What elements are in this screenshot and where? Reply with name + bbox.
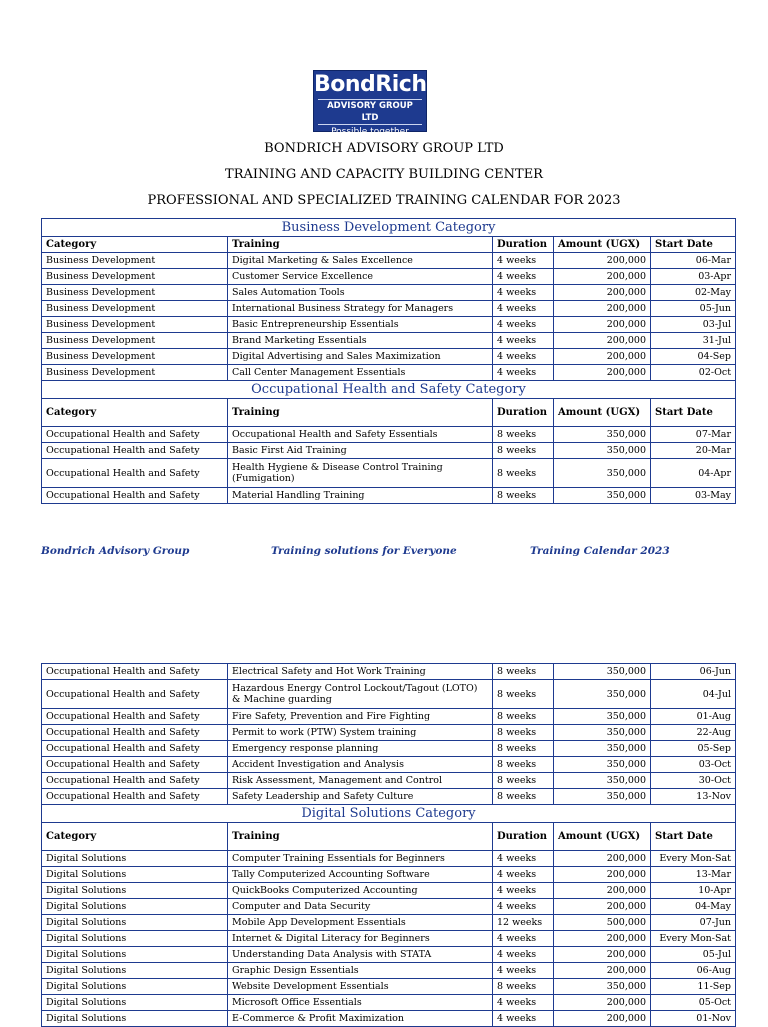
duration-cell: 8 weeks — [493, 789, 554, 805]
training-cell: Health Hygiene & Disease Control Training (Fumigation) — [228, 459, 493, 488]
table-row — [42, 253, 736, 269]
training-cell: Website Development Essentials — [228, 979, 493, 995]
table-row — [42, 789, 736, 805]
category-cell: Occupational Health and Safety — [42, 725, 228, 741]
start-date-cell: 22-Aug — [651, 725, 736, 741]
duration-cell: 4 weeks — [493, 899, 554, 915]
start-date-cell: 01-Nov — [651, 1011, 736, 1027]
category-heading-row — [42, 381, 736, 399]
table-row — [42, 349, 736, 365]
start-date-cell: 04-Apr — [651, 459, 736, 488]
amount-cell: 200,000 — [554, 947, 651, 963]
start-date-cell: 13-Mar — [651, 867, 736, 883]
table-row — [42, 459, 736, 488]
duration-cell: 4 weeks — [493, 883, 554, 899]
training-table-page2 — [41, 663, 736, 1027]
training-cell: Emergency response planning — [228, 741, 493, 757]
column-header-row — [42, 237, 736, 253]
start-date-cell: Every Mon-Sat — [651, 851, 736, 867]
duration-cell: 4 weeks — [493, 317, 554, 333]
start-date-cell: 11-Sep — [651, 979, 736, 995]
start-date-cell: 02-May — [651, 285, 736, 301]
amount-cell: 200,000 — [554, 269, 651, 285]
table-row — [42, 443, 736, 459]
amount-cell: 350,000 — [554, 789, 651, 805]
column-header-start-date: Start Date — [651, 237, 736, 253]
start-date-cell: 05-Jul — [651, 947, 736, 963]
duration-cell: 4 weeks — [493, 253, 554, 269]
category-cell: Digital Solutions — [42, 1011, 228, 1027]
training-cell: Computer and Data Security — [228, 899, 493, 915]
amount-cell: 350,000 — [554, 757, 651, 773]
column-header-amount: Amount (UGX) — [554, 823, 651, 851]
column-header-category: Category — [42, 823, 228, 851]
start-date-cell: 07-Mar — [651, 427, 736, 443]
start-date-cell: 13-Nov — [651, 789, 736, 805]
training-cell: Material Handling Training — [228, 488, 493, 504]
table-row — [42, 488, 736, 504]
category-cell: Occupational Health and Safety — [42, 773, 228, 789]
category-cell: Digital Solutions — [42, 931, 228, 947]
training-cell: Mobile App Development Essentials — [228, 915, 493, 931]
amount-cell: 350,000 — [554, 725, 651, 741]
duration-cell: 8 weeks — [493, 725, 554, 741]
amount-cell: 350,000 — [554, 741, 651, 757]
category-heading-row — [42, 219, 736, 237]
duration-cell: 8 weeks — [493, 443, 554, 459]
amount-cell: 200,000 — [554, 349, 651, 365]
category-heading-row — [42, 805, 736, 823]
amount-cell: 350,000 — [554, 709, 651, 725]
training-cell: Digital Marketing & Sales Excellence — [228, 253, 493, 269]
document-headings — [0, 138, 768, 216]
column-header-row — [42, 823, 736, 851]
footer-center: Training solutions for Everyone — [271, 545, 457, 557]
category-cell: Occupational Health and Safety — [42, 741, 228, 757]
table-row — [42, 915, 736, 931]
category-title: Business Development Category — [42, 219, 736, 237]
category-cell: Business Development — [42, 317, 228, 333]
footer-right: Training Calendar 2023 — [530, 545, 670, 557]
start-date-cell: 05-Jun — [651, 301, 736, 317]
start-date-cell: 06-Jun — [651, 664, 736, 680]
training-cell: Basic Entrepreneurship Essentials — [228, 317, 493, 333]
category-cell: Occupational Health and Safety — [42, 680, 228, 709]
start-date-cell: 03-Oct — [651, 757, 736, 773]
amount-cell: 200,000 — [554, 963, 651, 979]
category-cell: Digital Solutions — [42, 915, 228, 931]
training-cell: Call Center Management Essentials — [228, 365, 493, 381]
amount-cell: 350,000 — [554, 979, 651, 995]
table-row — [42, 963, 736, 979]
table-row — [42, 301, 736, 317]
training-cell: Permit to work (PTW) System training — [228, 725, 493, 741]
duration-cell: 4 weeks — [493, 867, 554, 883]
category-cell: Digital Solutions — [42, 963, 228, 979]
category-cell: Business Development — [42, 349, 228, 365]
table-row — [42, 285, 736, 301]
amount-cell: 200,000 — [554, 883, 651, 899]
start-date-cell: 06-Mar — [651, 253, 736, 269]
training-cell: Tally Computerized Accounting Software — [228, 867, 493, 883]
training-cell: Internet & Digital Literacy for Beginners — [228, 931, 493, 947]
column-header-training: Training — [228, 399, 493, 427]
start-date-cell: Every Mon-Sat — [651, 931, 736, 947]
category-cell: Occupational Health and Safety — [42, 757, 228, 773]
category-cell: Business Development — [42, 365, 228, 381]
start-date-cell: 06-Aug — [651, 963, 736, 979]
training-cell: Brand Marketing Essentials — [228, 333, 493, 349]
training-cell: Customer Service Excellence — [228, 269, 493, 285]
amount-cell: 350,000 — [554, 443, 651, 459]
duration-cell: 4 weeks — [493, 947, 554, 963]
duration-cell: 4 weeks — [493, 963, 554, 979]
amount-cell: 350,000 — [554, 459, 651, 488]
column-header-category: Category — [42, 399, 228, 427]
duration-cell: 8 weeks — [493, 664, 554, 680]
amount-cell: 500,000 — [554, 915, 651, 931]
duration-cell: 8 weeks — [493, 488, 554, 504]
training-cell: Sales Automation Tools — [228, 285, 493, 301]
amount-cell: 350,000 — [554, 680, 651, 709]
start-date-cell: 03-May — [651, 488, 736, 504]
duration-cell: 4 weeks — [493, 301, 554, 317]
training-cell: QuickBooks Computerized Accounting — [228, 883, 493, 899]
start-date-cell: 05-Sep — [651, 741, 736, 757]
training-cell: Accident Investigation and Analysis — [228, 757, 493, 773]
training-cell: International Business Strategy for Managers — [228, 301, 493, 317]
table-row — [42, 365, 736, 381]
column-header-training: Training — [228, 823, 493, 851]
category-cell: Digital Solutions — [42, 867, 228, 883]
start-date-cell: 07-Jun — [651, 915, 736, 931]
company-logo — [313, 70, 427, 137]
table-row — [42, 947, 736, 963]
logo-tagline: Possible together — [331, 127, 409, 137]
column-header-start-date: Start Date — [651, 823, 736, 851]
table-row — [42, 664, 736, 680]
column-header-duration: Duration — [493, 237, 554, 253]
category-cell: Occupational Health and Safety — [42, 488, 228, 504]
amount-cell: 350,000 — [554, 773, 651, 789]
table-row — [42, 979, 736, 995]
table-row — [42, 851, 736, 867]
duration-cell: 4 weeks — [493, 285, 554, 301]
start-date-cell: 04-May — [651, 899, 736, 915]
amount-cell: 200,000 — [554, 851, 651, 867]
duration-cell: 4 weeks — [493, 1011, 554, 1027]
table-row — [42, 995, 736, 1011]
table-row — [42, 1011, 736, 1027]
training-cell: Risk Assessment, Management and Control — [228, 773, 493, 789]
table-row — [42, 883, 736, 899]
amount-cell: 200,000 — [554, 931, 651, 947]
duration-cell: 4 weeks — [493, 851, 554, 867]
duration-cell: 4 weeks — [493, 365, 554, 381]
category-cell: Business Development — [42, 333, 228, 349]
duration-cell: 4 weeks — [493, 349, 554, 365]
amount-cell: 200,000 — [554, 285, 651, 301]
table-row — [42, 709, 736, 725]
category-cell: Digital Solutions — [42, 899, 228, 915]
duration-cell: 8 weeks — [493, 459, 554, 488]
calendar-title: PROFESSIONAL AND SPECIALIZED TRAINING CALENDAR FOR 2023 — [147, 193, 621, 208]
training-cell: Microsoft Office Essentials — [228, 995, 493, 1011]
duration-cell: 12 weeks — [493, 915, 554, 931]
amount-cell: 200,000 — [554, 1011, 651, 1027]
category-title: Occupational Health and Safety Category — [42, 381, 736, 399]
start-date-cell: 31-Jul — [651, 333, 736, 349]
amount-cell: 350,000 — [554, 427, 651, 443]
duration-cell: 8 weeks — [493, 979, 554, 995]
start-date-cell: 30-Oct — [651, 773, 736, 789]
company-name: BONDRICH ADVISORY GROUP LTD — [264, 141, 504, 156]
category-cell: Digital Solutions — [42, 883, 228, 899]
duration-cell: 8 weeks — [493, 773, 554, 789]
table-row — [42, 680, 736, 709]
logo-subtitle: ADVISORY GROUP LTD — [318, 99, 422, 125]
start-date-cell: 20-Mar — [651, 443, 736, 459]
start-date-cell: 02-Oct — [651, 365, 736, 381]
training-cell: Safety Leadership and Safety Culture — [228, 789, 493, 805]
column-header-amount: Amount (UGX) — [554, 237, 651, 253]
training-cell: Understanding Data Analysis with STATA — [228, 947, 493, 963]
training-cell: Computer Training Essentials for Beginners — [228, 851, 493, 867]
amount-cell: 350,000 — [554, 488, 651, 504]
category-cell: Occupational Health and Safety — [42, 709, 228, 725]
category-title: Digital Solutions Category — [42, 805, 736, 823]
column-header-duration: Duration — [493, 399, 554, 427]
start-date-cell: 10-Apr — [651, 883, 736, 899]
duration-cell: 4 weeks — [493, 269, 554, 285]
amount-cell: 200,000 — [554, 995, 651, 1011]
training-cell: Digital Advertising and Sales Maximization — [228, 349, 493, 365]
training-cell: Basic First Aid Training — [228, 443, 493, 459]
duration-cell: 8 weeks — [493, 427, 554, 443]
duration-cell: 8 weeks — [493, 757, 554, 773]
training-cell: Occupational Health and Safety Essentials — [228, 427, 493, 443]
table-row — [42, 899, 736, 915]
table-row — [42, 757, 736, 773]
start-date-cell: 03-Jul — [651, 317, 736, 333]
category-cell: Occupational Health and Safety — [42, 789, 228, 805]
training-cell: E-Commerce & Profit Maximization — [228, 1011, 493, 1027]
column-header-category: Category — [42, 237, 228, 253]
training-cell: Electrical Safety and Hot Work Training — [228, 664, 493, 680]
category-cell: Business Development — [42, 285, 228, 301]
category-cell: Digital Solutions — [42, 947, 228, 963]
category-cell: Digital Solutions — [42, 979, 228, 995]
amount-cell: 200,000 — [554, 317, 651, 333]
center-name: TRAINING AND CAPACITY BUILDING CENTER — [225, 167, 543, 182]
amount-cell: 200,000 — [554, 899, 651, 915]
duration-cell: 8 weeks — [493, 680, 554, 709]
training-cell: Fire Safety, Prevention and Fire Fighting — [228, 709, 493, 725]
duration-cell: 8 weeks — [493, 741, 554, 757]
table-row — [42, 725, 736, 741]
table-row — [42, 867, 736, 883]
table-row — [42, 427, 736, 443]
table-row — [42, 317, 736, 333]
category-cell: Business Development — [42, 301, 228, 317]
table-row — [42, 741, 736, 757]
category-cell: Digital Solutions — [42, 995, 228, 1011]
table-row — [42, 333, 736, 349]
amount-cell: 200,000 — [554, 301, 651, 317]
duration-cell: 4 weeks — [493, 995, 554, 1011]
amount-cell: 350,000 — [554, 664, 651, 680]
category-cell: Occupational Health and Safety — [42, 443, 228, 459]
start-date-cell: 01-Aug — [651, 709, 736, 725]
category-cell: Occupational Health and Safety — [42, 427, 228, 443]
amount-cell: 200,000 — [554, 365, 651, 381]
table-row — [42, 773, 736, 789]
table-row — [42, 269, 736, 285]
column-header-start-date: Start Date — [651, 399, 736, 427]
training-cell: Graphic Design Essentials — [228, 963, 493, 979]
start-date-cell: 05-Oct — [651, 995, 736, 1011]
table-row — [42, 931, 736, 947]
duration-cell: 8 weeks — [493, 709, 554, 725]
category-cell: Occupational Health and Safety — [42, 664, 228, 680]
logo-name: BondRich — [314, 72, 427, 97]
duration-cell: 4 weeks — [493, 333, 554, 349]
category-cell: Business Development — [42, 269, 228, 285]
category-cell: Digital Solutions — [42, 851, 228, 867]
amount-cell: 200,000 — [554, 867, 651, 883]
amount-cell: 200,000 — [554, 333, 651, 349]
start-date-cell: 03-Apr — [651, 269, 736, 285]
training-table-page1 — [41, 218, 736, 504]
amount-cell: 200,000 — [554, 253, 651, 269]
category-cell: Business Development — [42, 253, 228, 269]
column-header-duration: Duration — [493, 823, 554, 851]
training-cell: Hazardous Energy Control Lockout/Tagout (LOTO) & Machine guarding — [228, 680, 493, 709]
column-header-amount: Amount (UGX) — [554, 399, 651, 427]
start-date-cell: 04-Jul — [651, 680, 736, 709]
column-header-training: Training — [228, 237, 493, 253]
duration-cell: 4 weeks — [493, 931, 554, 947]
column-header-row — [42, 399, 736, 427]
footer-left: Bondrich Advisory Group — [41, 545, 190, 557]
start-date-cell: 04-Sep — [651, 349, 736, 365]
category-cell: Occupational Health and Safety — [42, 459, 228, 488]
